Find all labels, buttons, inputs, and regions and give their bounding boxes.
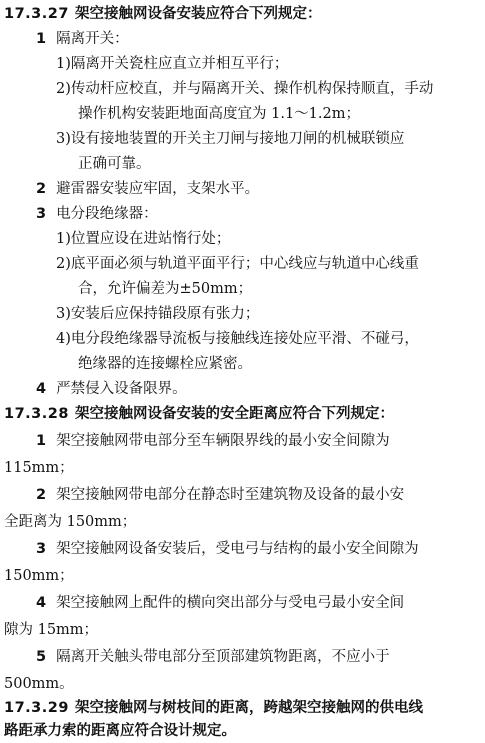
- item-1-heading: [36, 29, 485, 50]
- clause-17-3-29-heading: [4, 698, 485, 719]
- sub-item-continuation: 绝缘器的连接螺栓应紧密。: [78, 356, 252, 372]
- sub-item: 4)电分段绝缘器导流板与接触线连接处应平滑、不碰弓，: [56, 331, 419, 347]
- clause-text-line: 路距承力索的距离应符合设计规定。: [4, 723, 236, 739]
- item-number: 2: [36, 181, 47, 197]
- sub-item-continuation: 正确可靠。: [78, 156, 151, 172]
- item-text: 严禁侵入设备限界。: [56, 381, 187, 397]
- item-1: [36, 431, 485, 452]
- clause-number: 17.3.29: [4, 700, 69, 716]
- clause-continuation: [4, 721, 485, 742]
- item-text: 架空接触网设备安装后，受电弓与结构的最小安全间隙为: [56, 541, 419, 557]
- item-2: [36, 485, 485, 506]
- item-number: 1: [36, 433, 47, 449]
- item-text: 架空接触网带电部分在静态时至建筑物及设备的最小安: [56, 487, 405, 503]
- item-continuation: 150mm；: [4, 568, 74, 584]
- clause-title: 架空接触网设备安装的安全距离应符合下列规定：: [74, 406, 394, 422]
- sub-item: 1)位置应设在进站惰行处；: [56, 231, 231, 247]
- item-number: 3: [36, 206, 47, 222]
- item-number: 2: [36, 487, 47, 503]
- clause-title: 架空接触网设备安装应符合下列规定：: [74, 6, 322, 22]
- clause-number: 17.3.28: [4, 406, 69, 422]
- item-3-heading: [36, 204, 485, 225]
- clause-text-line: 架空接触网与树枝间的距离，跨越架空接触网的供电线: [74, 700, 423, 716]
- item-number: 4: [36, 595, 47, 611]
- sub-item: 1)隔离开关瓷柱应直立并相互平行；: [56, 56, 289, 72]
- item-number: 4: [36, 381, 47, 397]
- item-2: [36, 179, 485, 200]
- item-4: [36, 593, 485, 614]
- item-5: [36, 647, 485, 668]
- clause-17-3-28-heading: [4, 404, 485, 425]
- clause-17-3-27-heading: [4, 4, 485, 25]
- item-text: 隔离开关触头带电部分至顶部建筑物距离，不应小于: [56, 649, 390, 665]
- item-number: 5: [36, 649, 47, 665]
- sub-item: 2)底平面必须与轨道平面平行；中心线应与轨道中心线重: [56, 256, 419, 272]
- item-continuation: 隙为 15mm；: [4, 622, 99, 638]
- item-4: [36, 379, 485, 400]
- sub-item-continuation: 合，允许偏差为±50mm；: [78, 281, 253, 297]
- sub-item: 2)传动杆应校直，并与隔离开关、操作机构保持顺直，手动: [56, 81, 434, 97]
- item-number: 3: [36, 541, 47, 557]
- item-continuation: 115mm；: [4, 460, 74, 476]
- item-continuation: 全距离为 150mm；: [4, 514, 137, 530]
- item-title: 电分段绝缘器：: [56, 206, 158, 222]
- item-number: 1: [36, 31, 47, 47]
- sub-item: 3)设有接地装置的开关主刀闸与接地刀闸的机械联锁应: [56, 131, 405, 147]
- item-title: 隔离开关：: [56, 31, 129, 47]
- sub-item-continuation: 操作机构安装距地面高度宜为 1.1～1.2m；: [78, 106, 360, 122]
- item-continuation: 500mm。: [4, 676, 74, 692]
- sub-item: 3)安装后应保持锚段原有张力；: [56, 306, 260, 322]
- item-3: [36, 539, 485, 560]
- clause-number: 17.3.27: [4, 6, 69, 22]
- item-text: 架空接触网带电部分至车辆限界线的最小安全间隙为: [56, 433, 390, 449]
- item-text: 架空接触网上配件的横向突出部分与受电弓最小安全间: [56, 595, 405, 611]
- item-text: 避雷器安装应牢固，支架水平。: [56, 181, 260, 197]
